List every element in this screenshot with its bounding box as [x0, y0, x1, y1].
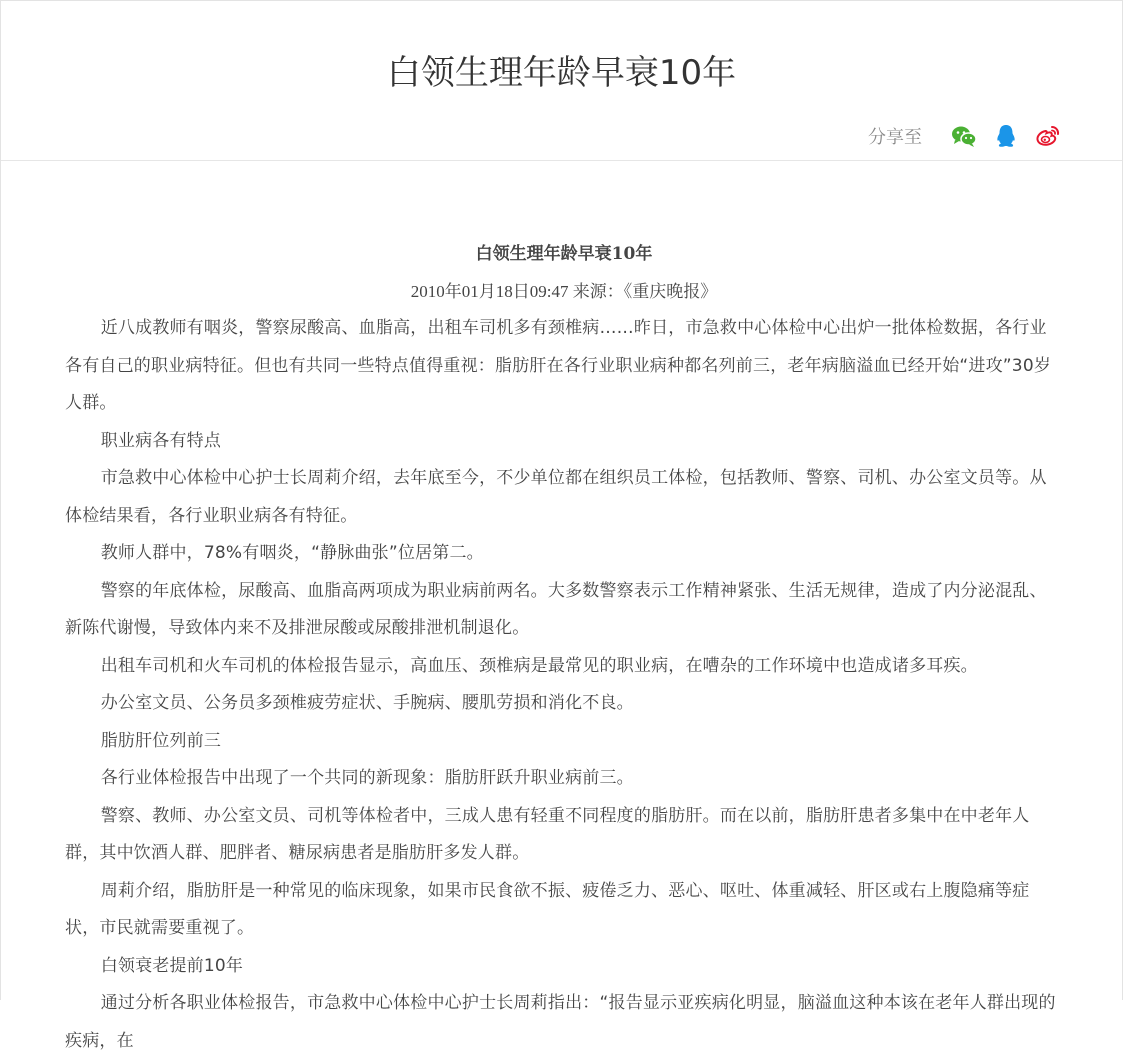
- article-paragraph: 通过分析各职业体检报告，市急救中心体检中心护士长周莉指出：“报告显示亚疾病化明显，脑溢血这种本该在老年人群出现的疾病，在: [65, 993, 1056, 1051]
- article-paragraph: 办公室文员、公务员多颈椎疲劳症状、手腕病、腰肌劳损和消化不良。: [100, 693, 634, 713]
- article-paragraph: 各行业体检报告中出现了一个共同的新现象：脂肪肝跃升职业病前三。: [100, 768, 634, 788]
- article-body: [65, 236, 1063, 1060]
- article-subheading: 脂肪肝位列前三: [100, 730, 222, 751]
- article-paragraph: 周莉介绍，脂肪肝是一种常见的临床现象，如果市民食欲不振、疲倦乏力、恶心、呕吐、体重减轻、肝区或右上腹隐痛等症状，市民就需要重视了。: [65, 880, 1030, 938]
- article-subheading: 职业病各有特点: [100, 430, 222, 451]
- share-label: 分享至: [868, 127, 922, 148]
- qq-icon[interactable]: [992, 122, 1020, 150]
- wechat-icon[interactable]: [950, 122, 978, 150]
- share-bar: [868, 121, 1062, 151]
- article-paragraph: 市急救中心体检中心护士长周莉介绍，去年底至今，不少单位都在组织员工体检，包括教师、警察、司机、办公室文员等。从体检结果看，各行业职业病各有特征。: [65, 468, 1047, 526]
- page-title: 白领生理年龄早衰10年: [386, 53, 737, 93]
- article-paragraph: 教师人群中，78%有咽炎，“静脉曲张”位居第二。: [100, 543, 484, 563]
- article-meta: 2010年01月18日09:47 来源：《重庆晚报》: [410, 282, 718, 301]
- article-subheading: 白领衰老提前10年: [100, 955, 244, 976]
- article-paragraph: 出租车司机和火车司机的体检报告显示，高血压、颈椎病是最常见的职业病，在嘈杂的工作环境中也造成诸多耳疾。: [100, 655, 978, 676]
- article-title: 白领生理年龄早衰10年: [475, 244, 653, 264]
- page-header: [1, 1, 1122, 161]
- article-paragraph: 近八成教师有咽炎，警察尿酸高、血脂高，出租车司机多有颈椎病……昨日，市急救中心体检中心出炉一批体检数据，各行业各有自己的职业病特征。但也有共同一些特点值得重视：脂肪肝在各行业职业病种都名列前三，老年病脑溢血已经开始“进攻”30岁人群。: [65, 318, 1052, 413]
- weibo-icon[interactable]: [1034, 122, 1062, 150]
- article-paragraph: 警察、教师、办公室文员、司机等体检者中，三成人患有轻重不同程度的脂肪肝。而在以前，脂肪肝患者多集中在中老年人群，其中饮酒人群、肥胖者、糖尿病患者是脂肪肝多发人群。: [65, 805, 1030, 863]
- article-paragraph: 警察的年底体检，尿酸高、血脂高两项成为职业病前两名。大多数警察表示工作精神紧张、生活无规律，造成了内分泌混乱、新陈代谢慢，导致体内来不及排泄尿酸或尿酸排泄机制退化。: [65, 580, 1047, 638]
